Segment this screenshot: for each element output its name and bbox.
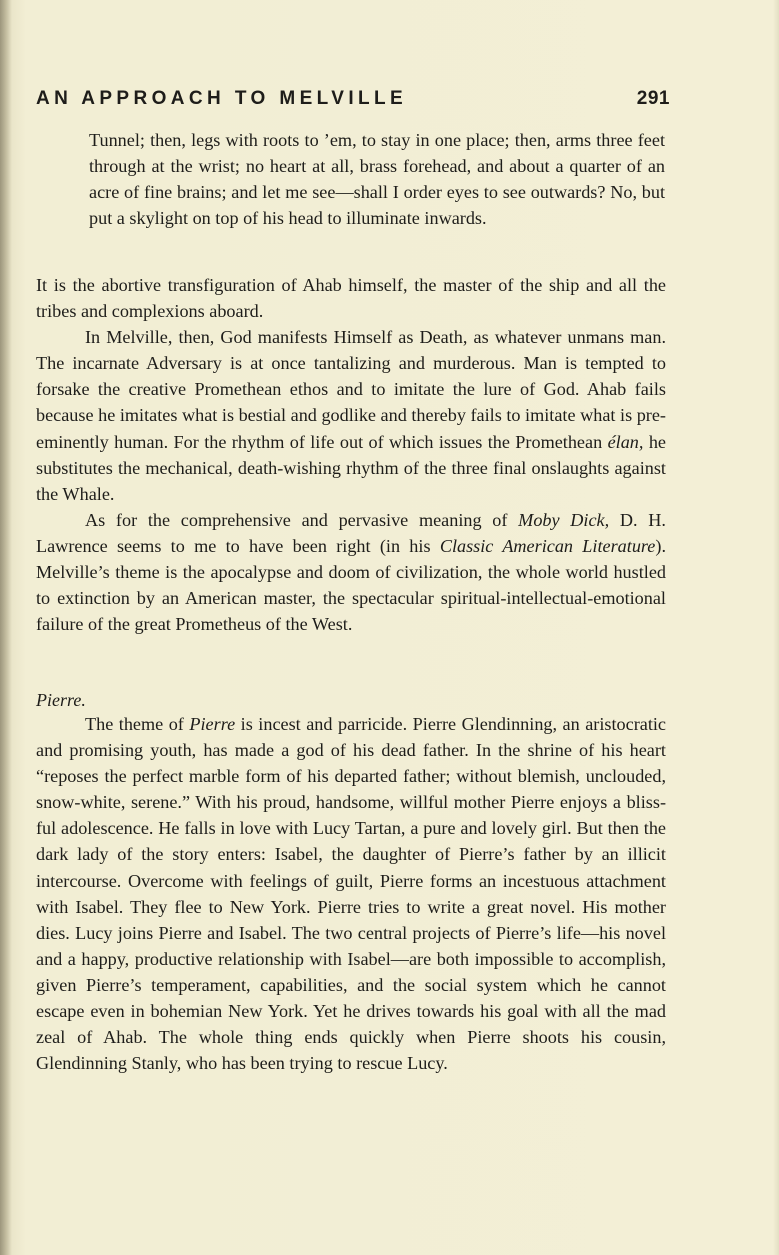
- spine-shadow: [0, 0, 12, 1255]
- paragraph-2-elan: élan,: [607, 431, 644, 452]
- section-paragraph-text-b: is incest and parricide. Pierre Glendinning, an aristocratic and promising youth, has made a god of his dead father. In the shrine of his heart “reposes the perfect marble form of his departed father; without blemish, unclouded, snow-white, serene.” With his proud, handsome, willful mother Pierre enjoys a blissful adolescence. He falls in love with Lucy Tartan, a pure and lovely girl. But then the dark lady of the story enters: Isabel, the daughter of Pierre’s father by an illicit intercourse. Overcome with feelings of guilt, Pierre forms an incestuous attachment with Isabel. They flee to New York. Pierre tries to write a great novel. His mother dies. Lucy joins Pierre and Isabel. The two central projects of Pierre’s life—his novel and a happy, productive relationship with Isabel—are both impossible to accomplish, given Pierre’s temperament, capabilities, and the social system which he cannot escape even in bohemian New York. Yet he drives towards his goal with all the mad zeal of Ahab. The whole thing ends quickly when Pierre shoots his cousin, Glendinning Stanly, who has been trying to rescue Lucy.: [36, 714, 667, 1074]
- section-heading: Pierre.: [36, 690, 86, 710]
- page-number: 291: [636, 88, 670, 109]
- running-head: [36, 88, 670, 114]
- paragraph-2-text-a: In Melville, then, God manifests Himself as Death, as whatever unmans man. The incarnate Adversary is at once tantalizing and murderous. Man is tempted to forsake the creative Promethean ethos and to imitate the lure of God. Ahab fails because he imitates what is bestial and godlike and thereby fails to imitate what is pre-eminently human. For the rhythm of life out of which issues the Promethean: [36, 327, 666, 452]
- block-quote: Tunnel; then, legs with roots to ’em, to stay in one place; then, arms three feet through at the wrist; no heart at all, brass forehead, and about a quarter of an acre of fine brains; and let me see—shall I order eyes to see outwards? No, but put a skylight on top of his head to illuminate inwards.: [89, 130, 665, 229]
- paragraph-3-moby-dick: Moby Dick,: [518, 509, 610, 530]
- paragraph-3-text-a: As for the comprehensive and pervasive meaning of: [85, 509, 519, 530]
- paragraph-3-classic-american-literature: Classic American Literature: [439, 535, 656, 556]
- section-paragraph-text-a: The theme of: [85, 714, 190, 734]
- section-paragraph-pierre-title: Pierre: [189, 714, 236, 734]
- page-edge: [773, 0, 779, 1255]
- paragraph-1: It is the abortive transfiguration of Ahab himself, the master of the ship and all the tribes and complexions aboard.: [36, 275, 666, 322]
- paragraph-2-text-b: he substitutes the mechanical, death-wishing rhythm of the three final onslaughts against the Whale.: [36, 431, 666, 504]
- paragraph-3: [36, 507, 666, 637]
- paragraph-3-text-c: ). Melville’s theme is the apocalypse and doom of civilization, the whole world hustled to extinction by an American master, the spectacular spiritual-intellectual-emotional failure of the great Prometheus of the West.: [36, 535, 666, 635]
- running-title: AN APPROACH TO MELVILLE: [36, 88, 408, 109]
- section-paragraph: [36, 711, 666, 1076]
- body-text: [36, 272, 666, 637]
- paragraph-3-text-b: D. H. Lawrence seems to me to have been right (in his: [36, 509, 666, 556]
- paragraph-2: [36, 324, 666, 507]
